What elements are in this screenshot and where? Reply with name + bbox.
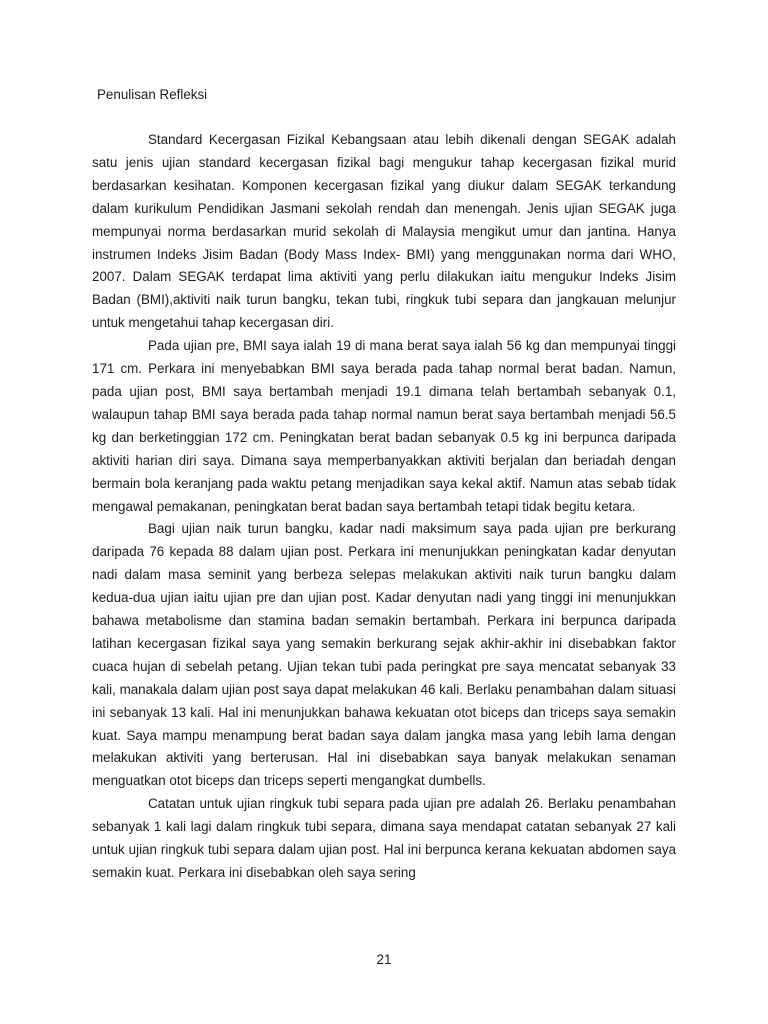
- paragraph-step-test-pushups: Bagi ujian naik turun bangku, kadar nadi maksimum saya pada ujian pre berkurang daripada 76 kepada 88 dalam ujian post. Perkara ini menunjukkan peningkatan kadar denyutan nadi dalam masa seminit yang berbeza selepas melakukan aktiviti naik turun bangku dalam kedua-dua ujian iaitu ujian pre dan ujian post. Kadar denyutan nadi yang tinggi ini menunjukkan bahawa metabolisme dan stamina badan semakin bertambah. Perkara ini berpunca daripada latihan kecergasan fizikal saya yang semakin berkurang sejak akhir-akhir ini disebabkan faktor cuaca hujan di sebelah petang. Ujian tekan tubi pada peringkat pre saya mencatat sebanyak 33 kali, manakala dalam ujian post saya dapat melakukan 46 kali. Berlaku penambahan dalam situasi ini sebanyak 13 kali. Hal ini menunjukkan bahawa kekuatan otot biceps dan triceps saya semakin kuat. Saya mampu menampung berat badan saya dalam jangka masa yang lebih lama dengan melakukan aktiviti yang berterusan. Hal ini disebabkan saya banyak melakukan senaman menguatkan otot biceps dan triceps seperti mengangkat dumbells.: [92, 521, 676, 789]
- body-text: [92, 129, 676, 885]
- page-number: 21: [376, 952, 392, 967]
- paragraph-segak-intro: Standard Kecergasan Fizikal Kebangsaan atau lebih dikenali dengan SEGAK adalah satu jenis ujian standard kecergasan fizikal bagi mengukur tahap kecergasan fizikal murid berdasarkan kesihatan. Komponen kecergasan fizikal yang diukur dalam SEGAK terkandung dalam kurikulum Pendidikan Jasmani sekolah rendah dan menengah. Jenis ujian SEGAK juga mempunyai norma berdasarkan murid sekolah di Malaysia mengikut umur dan jantina. Hanya instrumen Indeks Jisim Badan (Body Mass Index- BMI) yang menggunakan norma dari WHO, 2007. Dalam SEGAK terdapat lima aktiviti yang perlu dilakukan iaitu mengukur Indeks Jisim Badan (BMI),aktiviti naik turun bangku, tekan tubi, ringkuk tubi separa dan jangkauan melunjur untuk mengetahui tahap kecergasan diri.: [92, 132, 676, 331]
- paragraph-partial-curl-up: Catatan untuk ujian ringkuk tubi separa pada ujian pre adalah 26. Berlaku penambahan sebanyak 1 kali lagi dalam ringkuk tubi separa, dimana saya mendapat catatan sebanyak 27 kali untuk ujian ringkuk tubi separa dalam ujian post. Hal ini berpunca kerana kekuatan abdomen saya semakin kuat. Perkara ini disebabkan oleh saya sering: [92, 796, 676, 880]
- section-heading: Penulisan Refleksi: [97, 87, 208, 102]
- paragraph-bmi: Pada ujian pre, BMI saya ialah 19 di mana berat saya ialah 56 kg dan mempunyai tinggi 171 cm. Perkara ini menyebabkan BMI saya berada pada tahap normal berat badan. Namun, pada ujian post, BMI saya bertambah menjadi 19.1 dimana telah bertambah sebanyak 0.1, walaupun tahap BMI saya berada pada tahap normal namun berat saya bertambah menjadi 56.5 kg dan berketinggian 172 cm. Peningkatan berat badan sebanyak 0.5 kg ini berpunca daripada aktiviti harian diri saya. Dimana saya memperbanyakkan aktiviti berjalan dan beriadah dengan bermain bola keranjang pada waktu petang menjadikan saya kekal aktif. Namun atas sebab tidak mengawal pemakanan, peningkatan berat badan saya bertambah tetapi tidak begitu ketara.: [92, 338, 676, 514]
